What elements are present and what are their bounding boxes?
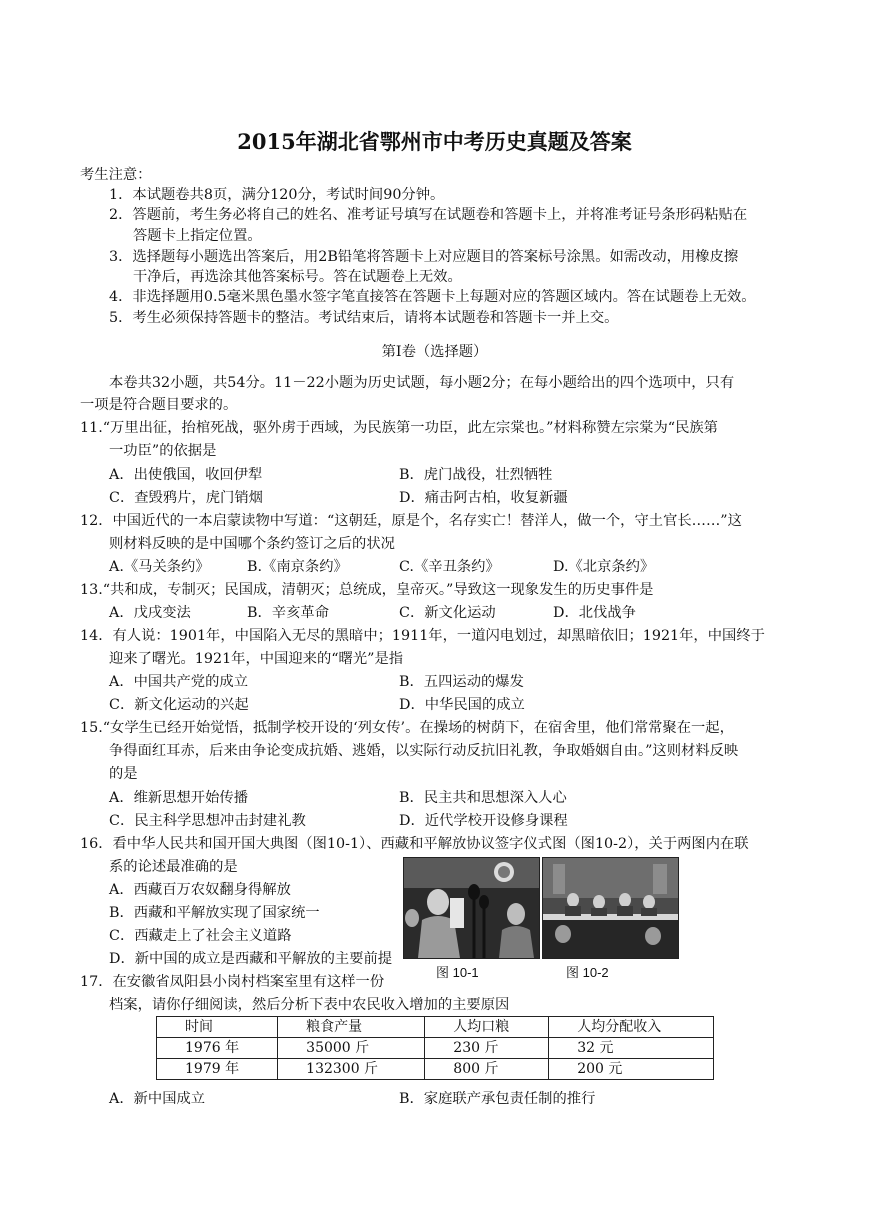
option-c: C．查毁鸦片，虎门销烟 (109, 490, 263, 506)
notice-line: 5．考生必须保持答题卡的整洁。考试结束后，请将本试题卷和答题卡一并上交。 (109, 310, 619, 326)
notice-line: 1．本试题卷共8页，满分120分，考试时间90分钟。 (109, 187, 445, 203)
option-b: B．民主共和思想深入人心 (399, 790, 567, 806)
section-title: 第Ⅰ卷（选择题） (381, 344, 488, 360)
table-row (157, 1059, 714, 1080)
question-stem: 的是 (109, 766, 138, 782)
question-stem: 则材料反映的是中国哪个条约签订之后的状况 (109, 536, 395, 552)
option-d: D.《北京条约》 (553, 559, 655, 575)
notice-line: 3．选择题每小题选出答案后，用2B铅笔将答题卡上对应题目的答案标号涂黑。如需改动，用橡皮擦 (109, 249, 739, 265)
figure-caption: 图 10-2 (566, 965, 609, 980)
option-d: D．北伐战争 (553, 605, 636, 621)
option-d: D．痛击阿古柏，收复新疆 (399, 490, 568, 506)
table-cell: 800 斤 (425, 1059, 549, 1080)
table-header-row (157, 1017, 714, 1038)
notice-line: 答题卡上指定位置。 (133, 228, 262, 244)
question-stem: 12．中国近代的一本启蒙读物中写道：“这朝廷，原是个，名存实亡！替洋人，做一个，守土官长……”这 (80, 513, 742, 529)
notice-line: 2．答题前，考生务必将自己的姓名、准考证号填写在试题卷和答题卡上，并将准考证号条形码粘贴在 (109, 207, 748, 223)
question-stem: 档案，请你仔细阅读，然后分析下表中农民收入增加的主要原因 (109, 997, 510, 1013)
intro-line: 一项是符合题目要求的。 (80, 397, 238, 413)
figure-caption: 图 10-1 (436, 965, 479, 980)
table-header-cell: 人均口粮 (425, 1017, 549, 1038)
question-stem: 17．在安徽省凤阳县小岗村档案室里有这样一份 (80, 974, 385, 990)
question-stem: 迎来了曙光。1921年，中国迎来的“曙光”是指 (109, 651, 404, 667)
question-stem: 11.“万里出征，抬棺死战，驱外虏于西域，为民族第一功臣，此左宗棠也。”材料称赞左宗棠为“民族第 (80, 420, 718, 436)
option-b: B．五四运动的爆发 (399, 674, 524, 690)
option-c: C.《辛丑条约》 (399, 559, 500, 575)
option-b: B．辛亥革命 (247, 605, 329, 621)
table-cell: 32 元 (549, 1038, 714, 1059)
question-stem: 13.“共和成，专制灭；民国成，清朝灭；总统成，皇帝灭。”导致这一现象发生的历史事件是 (80, 582, 654, 598)
intro-line: 本卷共32小题，共54分。11－22小题为历史试题，每小题2分；在每小题给出的四个选项中，只有 (109, 375, 735, 391)
table-cell: 35000 斤 (278, 1038, 425, 1059)
table-header-cell: 时间 (157, 1017, 278, 1038)
option-a: A．中国共产党的成立 (109, 674, 248, 690)
table-row (157, 1038, 714, 1059)
option-d: D．新中国的成立是西藏和平解放的主要前提 (109, 951, 393, 967)
tibet-signing-photo (542, 857, 679, 959)
income-table (156, 1016, 714, 1080)
option-b: B．虎门战役，壮烈牺牲 (399, 467, 553, 483)
table-cell: 132300 斤 (278, 1059, 425, 1080)
option-a: A．西藏百万农奴翻身得解放 (109, 882, 291, 898)
question-stem: 系的论述最准确的是 (109, 859, 238, 875)
option-b: B．西藏和平解放实现了国家统一 (109, 905, 320, 921)
table-cell: 200 元 (549, 1059, 714, 1080)
option-d: D．近代学校开设修身课程 (399, 813, 568, 829)
question-stem: 15.“女学生已经开始觉悟，抵制学校开设的‘列女传’。在操场的树荫下，在宿舍里，他们常常聚在一起， (80, 720, 734, 736)
founding-ceremony-photo (403, 857, 540, 959)
table-cell: 1979 年 (157, 1059, 278, 1080)
option-c: C．民主科学思想冲击封建礼教 (109, 813, 306, 829)
question-stem: 争得面红耳赤，后来由争论变成抗婚、逃婚，以实际行动反抗旧礼教，争取婚姻自由。”这则材料反映 (109, 743, 739, 759)
notice-line: 4．非选择题用0.5毫米黑色墨水签字笔直接答在答题卡上每题对应的答题区域内。答在试题卷上无效。 (109, 289, 756, 305)
table-cell: 230 斤 (425, 1038, 549, 1059)
option-a: A．戊戌变法 (109, 605, 191, 621)
page-title: 2015年湖北省鄂州市中考历史真题及答案 (237, 129, 632, 154)
option-c: C．新文化运动 (399, 605, 496, 621)
table-header-cell: 人均分配收入 (549, 1017, 714, 1038)
option-a: A.《马关条约》 (109, 559, 210, 575)
notice-heading: 考生注意： (80, 167, 152, 183)
option-b: B．家庭联产承包责任制的推行 (399, 1091, 596, 1107)
question-stem: 14．有人说：1901年，中国陷入无尽的黑暗中；1911年，一道闪电划过，却黑暗依旧；1921年，中国终于 (80, 628, 765, 644)
notice-line: 干净后，再选涂其他答案标号。答在试题卷上无效。 (133, 269, 462, 285)
option-c: C．新文化运动的兴起 (109, 697, 249, 713)
table-cell: 1976 年 (157, 1038, 278, 1059)
option-d: D．中华民国的成立 (399, 697, 525, 713)
question-stem: 一功臣”的依据是 (109, 443, 217, 459)
option-a: A．新中国成立 (109, 1091, 206, 1107)
question-stem: 16．看中华人民共和国开国大典图（图10-1）、西藏和平解放协议签字仪式图（图10-2），关于两图内在联 (80, 836, 749, 852)
option-a: A．维新思想开始传播 (109, 790, 248, 806)
option-b: B.《南京条约》 (247, 559, 348, 575)
option-a: A．出使俄国，收回伊犁 (109, 467, 263, 483)
table-header-cell: 粮食产量 (278, 1017, 425, 1038)
option-c: C．西藏走上了社会主义道路 (109, 928, 292, 944)
